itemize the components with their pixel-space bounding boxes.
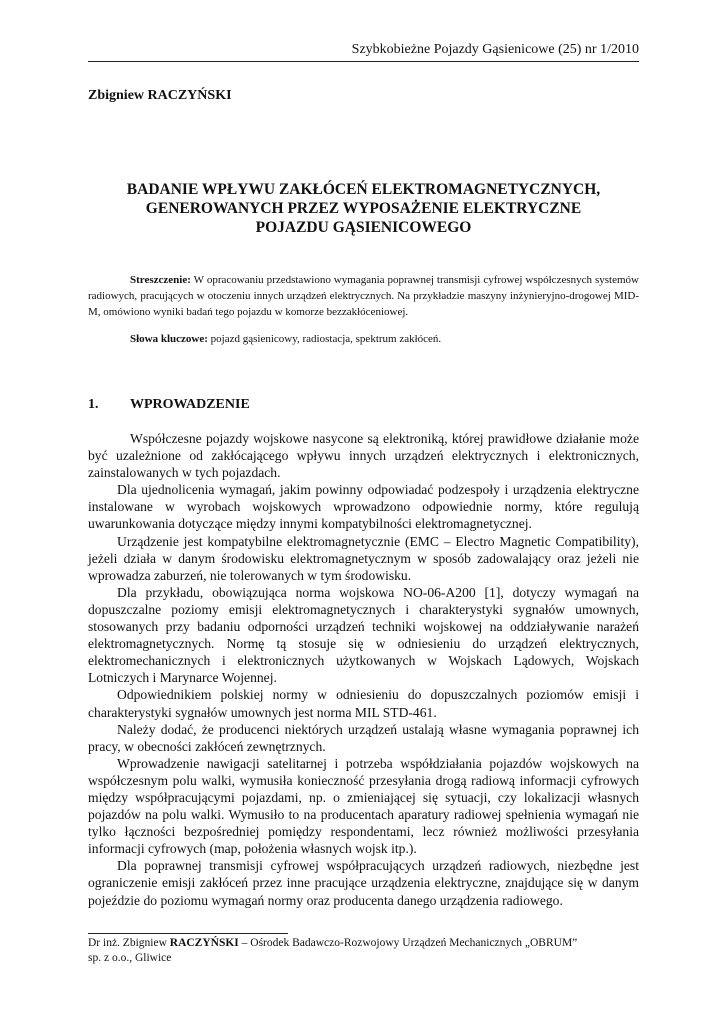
section-number: 1. [88, 397, 99, 412]
author-footnote [88, 936, 639, 966]
running-header [88, 42, 639, 62]
footnote-line-1 [88, 936, 639, 951]
title-line: POJAZDU GĄSIENICOWEGO [255, 219, 472, 236]
keywords-label: Słowa kluczowe: [130, 333, 208, 345]
abstract-text: W opracowaniu przedstawiono wymagania poprawnej transmisji cyfrowej współczesnych systemów radiowych, pracujących w otoczeniu innych urządzeń elektrycznych. Na przykładzie maszyny inżynieryjno-drogowej MID-M, omówiono wyniki badań tego pojazdu w komorze bezzakłóceniowej. [88, 274, 639, 318]
paragraph: Dla ujednolicenia wymagań, jakim powinny odpowiadać podzespoły i urządzenia elektryczne instalowane w wyrobach wojskowych wprowadzono odpowiednie normy, które regulują uwarunkowania dotyczące między innymi kompatybilności elektromagnetycznej. [88, 482, 639, 532]
footnote-prefix: Dr inż. Zbigniew [88, 937, 170, 949]
paper-title [88, 180, 639, 237]
paragraph: Współczesne pojazdy wojskowe nasycone są elektroniką, której prawidłowe działanie może być uzależnione od zakłócającego wpływu innych urządzeń elektrycznych i elektronicznych, zainstalowanych w tych pojazdach. [88, 431, 639, 481]
paragraph: Należy dodać, że producenci niektórych urządzeń ustalają własne wymagania poprawnej ich pracy, w obecności zakłóceń zewnętrznych. [88, 721, 639, 754]
abstract-label: Streszczenie: [130, 274, 191, 286]
footnote-affiliation: – Ośrodek Badawczo-Rozwojowy Urządzeń Mechanicznych „OBRUM” [238, 937, 578, 949]
footnote-line-2: sp. z o.o., Gliwice [88, 952, 172, 964]
footnote-name: RACZYŃSKI [169, 937, 239, 949]
author-name: Zbigniew RACZYŃSKI [88, 88, 232, 103]
title-line: BADANIE WPŁYWU ZAKŁÓCEŃ ELEKTROMAGNETYCZNYCH, [126, 181, 601, 198]
keywords [130, 333, 639, 345]
paragraph: Urządzenie jest kompatybilne elektromagnetycznie (EMC – Electro Magnetic Compatibility), jeżeli działa w danym środowisku elektromagnetycznym w sposób zadowalający oraz jeżeli nie wprowadza zaburzeń, nie tolerowanych w tym środowisku. [88, 533, 639, 583]
journal-title: Szybkobieżne Pojazdy Gąsienicowe (25) nr 1/2010 [351, 42, 639, 57]
section-heading [88, 397, 250, 413]
paragraph: Wprowadzenie nawigacji satelitarnej i potrzeba współdziałania pojazdów wojskowych na współczesnym polu walki, wymusiła konieczność przesyłania drogą radiową informacji cyfrowych między współpracującymi pojazdami, np. o zmieniającej się sytuacji, czy lokalizacji własnych pojazdów na polu walki. Wymusiło to na producentach aparatury radiowej spełnienia wymagań nie tylko łączności bezpośredniej pomiędzy respondentami, lecz również możliwości przesyłania informacji cyfrowych (map, położenia własnych wojsk itp.). [88, 755, 639, 857]
keywords-text: pojazd gąsienicowy, radiostacja, spektrum zakłóceń. [207, 333, 442, 345]
footnote-divider [88, 933, 288, 934]
paragraph: Dla poprawnej transmisji cyfrowej współpracujących urządzeń radiowych, niezbędne jest ograniczenie emisji zakłóceń przez inne pracujące urządzenia elektryczne, znajdujące się w danym pojeździe do poziomu wymagań normy oraz producenta danego urządzenia radiowego. [88, 858, 639, 908]
section-title: WPROWADZENIE [130, 397, 250, 412]
abstract [88, 272, 639, 320]
title-line: GENEROWANYCH PRZEZ WYPOSAŻENIE ELEKTRYCZNE [145, 200, 582, 217]
paragraph: Dla przykładu, obowiązująca norma wojskowa NO-06-A200 [1], dotyczy wymagań na dopuszczalne poziomy emisji elektromagnetycznych i charakterystyki sygnałów umownych, stosowanych przy badaniu odporności urządzeń techniki wojskowej na oddziaływanie narażeń elektromagnetycznych. Normę tą stosuje się w odniesieniu do urządzeń elektrycznych, elektromechanicznych i elektronicznych użytkowanych w Wojskach Lądowych, Wojskach Lotniczych i Marynarce Wojennej. [88, 584, 639, 686]
paragraph: Odpowiednikiem polskiej normy w odniesieniu do dopuszczalnych poziomów emisji i charakterystyki sygnałów umownych jest norma MIL STD-461. [88, 687, 639, 720]
body-text [88, 430, 639, 909]
